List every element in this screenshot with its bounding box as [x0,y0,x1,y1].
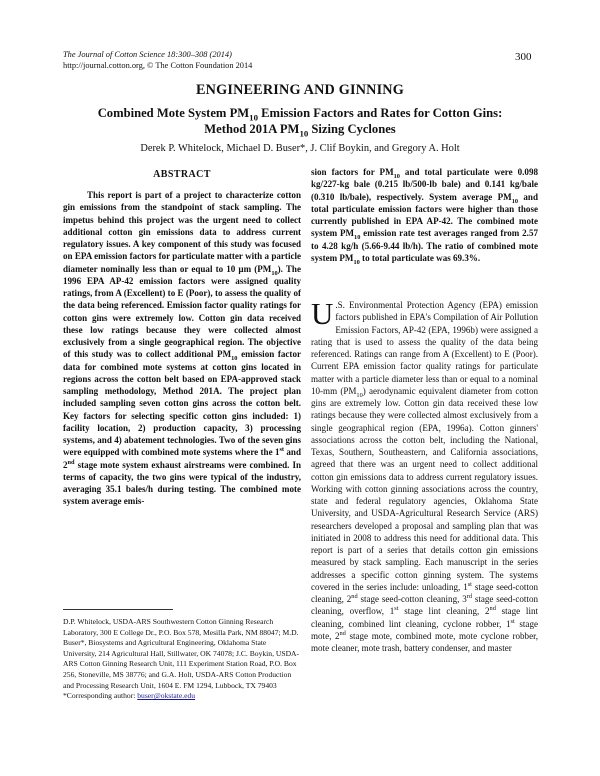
journal-header [63,50,252,71]
author-list: Derek P. Whitelock, Michael D. Buser*, J. Clif Boykin, and Gregory A. Holt [140,143,460,154]
page-number: 300 [515,51,532,63]
drop-cap: U [311,296,334,331]
abstract-continued: sion factors for $PM_{10}$ and total particulate were 0.098 kg/227-kg bale (0.215 lb/500-lb bale) and 0.141 kg/bale (0.310 lb/bale), respectively. System average $PM_{10}$ and total particulate emission factors were higher than those currently published in EPA AP-42. The combined mote system $PM_{10}$ emission rate test averages ranged from 2.57 to 4.28 kg/h (5.66-9.44 lb/h). The ratio of combined mote system $PM_{10}$ to total particulate was 69.3%. [311,167,538,266]
footnote-divider [63,609,173,610]
section-heading: ENGINEERING AND GINNING [196,82,404,98]
author-email-link[interactable]: buser@okstate.edu [137,691,196,701]
abstract-text: This report is part of a project to characterize cotton gin emissions from the standpoint of stack sampling. The impetus behind this project was the urgent need to collect additional cotton gin emissions data to address current regulatory issues. A key component of this study was focused on EPA emission factors for particulate matter with a particle diameter nominally less than or equal to 10 µm $(PM_{10})$. The 1996 EPA AP-42 emission factors were assigned quality ratings, from A (Excellent) to E (Poor), to assess the quality of the data being referenced. Emission factor quality ratings for cotton gins were extremely low. Cotton gin data received these low ratings because they were collected almost exclusively from a single geographical region. The objective of this study was to collect additional $PM_{10}$ emission factor data for combined mote systems at cotton gins located in regions across the cotton belt based on EPA-approved stack sampling methodology, Method 201A. The project plan included sampling seven cotton gins across the cotton belt. Key factors for selecting specific cotton gins included: 1) facility location, 2) production capacity, 3) processing systems, and 4) abatement technologies. Two of the seven gins were equipped with combined mote systems where the 1st and 2nd stage mote system exhaust airstreams were combined. In terms of capacity, the two gins were typical of the industry, averaging 35.1 bales/h during testing. The combined mote system average emis- [63,190,301,507]
journal-url: http://journal.cotton.org, © The Cotton Foundation 2014 [63,60,253,70]
paper-title: Combined Mote System $PM_{10}$ Emission Factors and Rates for Cotton Gins: Method 201A $PM_{10}$ Sizing Cyclones [97,106,503,139]
abstract-heading: ABSTRACT [153,169,211,180]
body-text: U .S. Environmental Protection Agency (EPA) emission factors published in EPA's Compilation of Air Pollution Emission Factors, AP-42 (EPA, 1996b) were assigned a rating that is used to assess the quality of the data being referenced. Ratings can range from A (Excellent) to E (Poor). Current EPA emission factor quality ratings for particulate matter with a particle diameter less than or equal to a nominal 10-mm $(PM_{10})$ aerodynamic equivalent diameter from cotton gins are extremely low. Cotton gin data received these low ratings because they were collected almost exclusively from a single geographical region (EPA, 1996a). Cotton ginners' associations across the cotton belt, including the National, Texas, Southern, Southeastern, and California associations, agreed that there was an urgent need to collect additional cotton gin emissions data to address current regulatory issues. Working with cotton ginning associations across the country, state and federal regulatory agencies, Oklahoma State University, and USDA-Agricultural Research Service (ARS) researchers developed a proposal and sampling plan that was initiated in 2008 to address this need for additional data. This report is part of a series that details cotton gin emissions measured by stack sampling. Each manuscript in the series addresses a specific cotton ginning system. The systems covered in the series include: unloading, 1st stage seed-cotton cleaning, 2nd stage seed-cotton cleaning, 3rd stage seed-cotton cleaning, overflow, 1st stage lint cleaning, 2nd stage lint cleaning, combined lint cleaning, cyclone robber, 1st stage mote, 2nd stage mote, combined mote, mote cyclone robber, mote cleaner, mote trash, battery condenser, and master [311,296,539,653]
journal-citation: The Journal of Cotton Science 18:300–308 (2014) [63,50,232,59]
author-footnote: D.P. Whitelock, USDA-ARS Southwestern Cotton Ginning Research Laboratory, 300 E College Dr., P.O. Box 578, Mesilla Park, NM 88047; M.D. Buser*, Biosystems and Agricultural Engineering, Oklahoma State University, 214 Agricultural Hall, Stillwater, OK 74078; J.C. Boykin, USDA-ARS Cotton Ginning Research Unit, 111 Experiment Station Road, P.O. Box 256, Stoneville, MS 38776; and G.A. Holt, USDA-ARS Cotton Production and Processing Research Unit, 1604 E. FM 1294, Lubbock, TX 79403 *Corresponding author: buser@okstate.edu [63,617,300,701]
